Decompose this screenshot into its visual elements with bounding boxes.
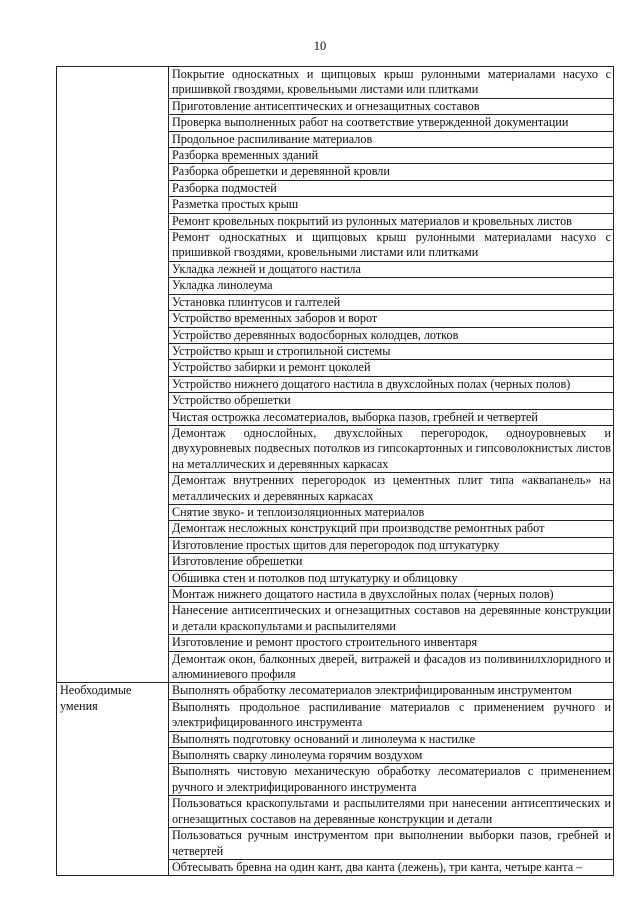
table-cell-item: Нанесение антисептических и огнезащитных составов на деревянные конструкции и детали краскопультами и распылителями [169, 603, 614, 635]
table-cell-item: Приготовление антисептических и огнезащитных составов [169, 98, 614, 114]
table-cell-item: Разборка подмостей [169, 180, 614, 196]
table-cell-item: Продольное распиливание материалов [169, 131, 614, 147]
table-cell-item: Укладка лежней и дощатого настила [169, 261, 614, 277]
table-cell-item: Укладка линолеума [169, 278, 614, 294]
table-cell-item: Выполнять подготовку оснований и линолеума к настилке [169, 731, 614, 747]
table-cell-item: Пользоваться ручным инструментом при выполнении выборки пазов, гребней и четвертей [169, 828, 614, 860]
row-group-label [57, 67, 169, 683]
table-cell-item: Обтесывать бревна на один кант, два канта (лежень), три канта, четыре канта – [169, 859, 614, 875]
table-cell-item: Устройство крыш и стропильной системы [169, 343, 614, 359]
table-cell-item: Выполнять продольное распиливание материалов с применением ручного и электрифицированного инструмента [169, 699, 614, 731]
requirements-table [56, 66, 614, 876]
table-cell-item: Проверка выполненных работ на соответствие утвержденной документации [169, 115, 614, 131]
page-number: 10 [313, 39, 327, 53]
table-cell-item: Устройство нижнего дощатого настила в двухслойных полах (черных полов) [169, 376, 614, 392]
table-cell-item: Выполнять обработку лесоматериалов электрифицированным инструментом [169, 683, 614, 699]
table-cell-item: Ремонт кровельных покрытий из рулонных материалов и кровельных листов [169, 213, 614, 229]
table-cell-item: Пользоваться краскопультами и распылителями при нанесении антисептических и огнезащитных составов на деревянные конструкции и детали [169, 796, 614, 828]
table-cell-item: Демонтаж несложных конструкций при производстве ремонтных работ [169, 521, 614, 537]
table-cell-item: Устройство временных заборов и ворот [169, 311, 614, 327]
table-cell-item: Обшивка стен и потолков под штукатурку и облицовку [169, 570, 614, 586]
table-cell-item: Устройство деревянных водосборных колодцев, лотков [169, 327, 614, 343]
table-cell-item: Изготовление простых щитов для перегородок под штукатурку [169, 537, 614, 553]
row-group-label: Необходимые умения [57, 683, 169, 876]
table-cell-item: Снятие звуко- и теплоизоляционных материалов [169, 504, 614, 520]
table-cell-item: Демонтаж однослойных, двухслойных перегородок, одноуровневых и двухуровневых подвесных потолков из гипсокартонных и гипсоволокнистых листов на металлических и деревянных каркасах [169, 425, 614, 472]
table-cell-item: Изготовление обрешетки [169, 554, 614, 570]
table-cell-item: Демонтаж внутренних перегородок из цементных плит типа «аквапанель» на металлических и деревянных каркасах [169, 473, 614, 505]
table-cell-item: Демонтаж окон, балконных дверей, витражей и фасадов из поливинилхлоридного и алюминиевого профиля [169, 651, 614, 683]
table-cell-item: Ремонт односкатных и щипцовых крыш рулонными материалами насухо с пришивкой гвоздями, кровельными листами или плитками [169, 230, 614, 262]
table-cell-item: Покрытие односкатных и щипцовых крыш рулонными материалами насухо с пришивкой гвоздями, кровельными листами или плитками [169, 67, 614, 99]
table-cell-item: Устройство обрешетки [169, 393, 614, 409]
table-cell-item: Разметка простых крыш [169, 197, 614, 213]
table-cell-item: Выполнять чистовую механическую обработку лесоматериалов с применением ручного и электрифицированного инструмента [169, 764, 614, 796]
table-cell-item: Устройство забирки и ремонт цоколей [169, 360, 614, 376]
table-cell-item: Изготовление и ремонт простого строительного инвентаря [169, 635, 614, 651]
table-row [57, 683, 614, 699]
table-body [57, 67, 614, 876]
table-cell-item: Разборка обрешетки и деревянной кровли [169, 164, 614, 180]
table-cell-item: Разборка временных зданий [169, 148, 614, 164]
table-cell-item: Выполнять сварку линолеума горячим воздухом [169, 748, 614, 764]
table-row [57, 67, 614, 99]
table-cell-item: Установка плинтусов и галтелей [169, 294, 614, 310]
table-cell-item: Монтаж нижнего дощатого настила в двухслойных полах (черных полов) [169, 587, 614, 603]
table-cell-item: Чистая острожка лесоматериалов, выборка пазов, гребней и четвертей [169, 409, 614, 425]
